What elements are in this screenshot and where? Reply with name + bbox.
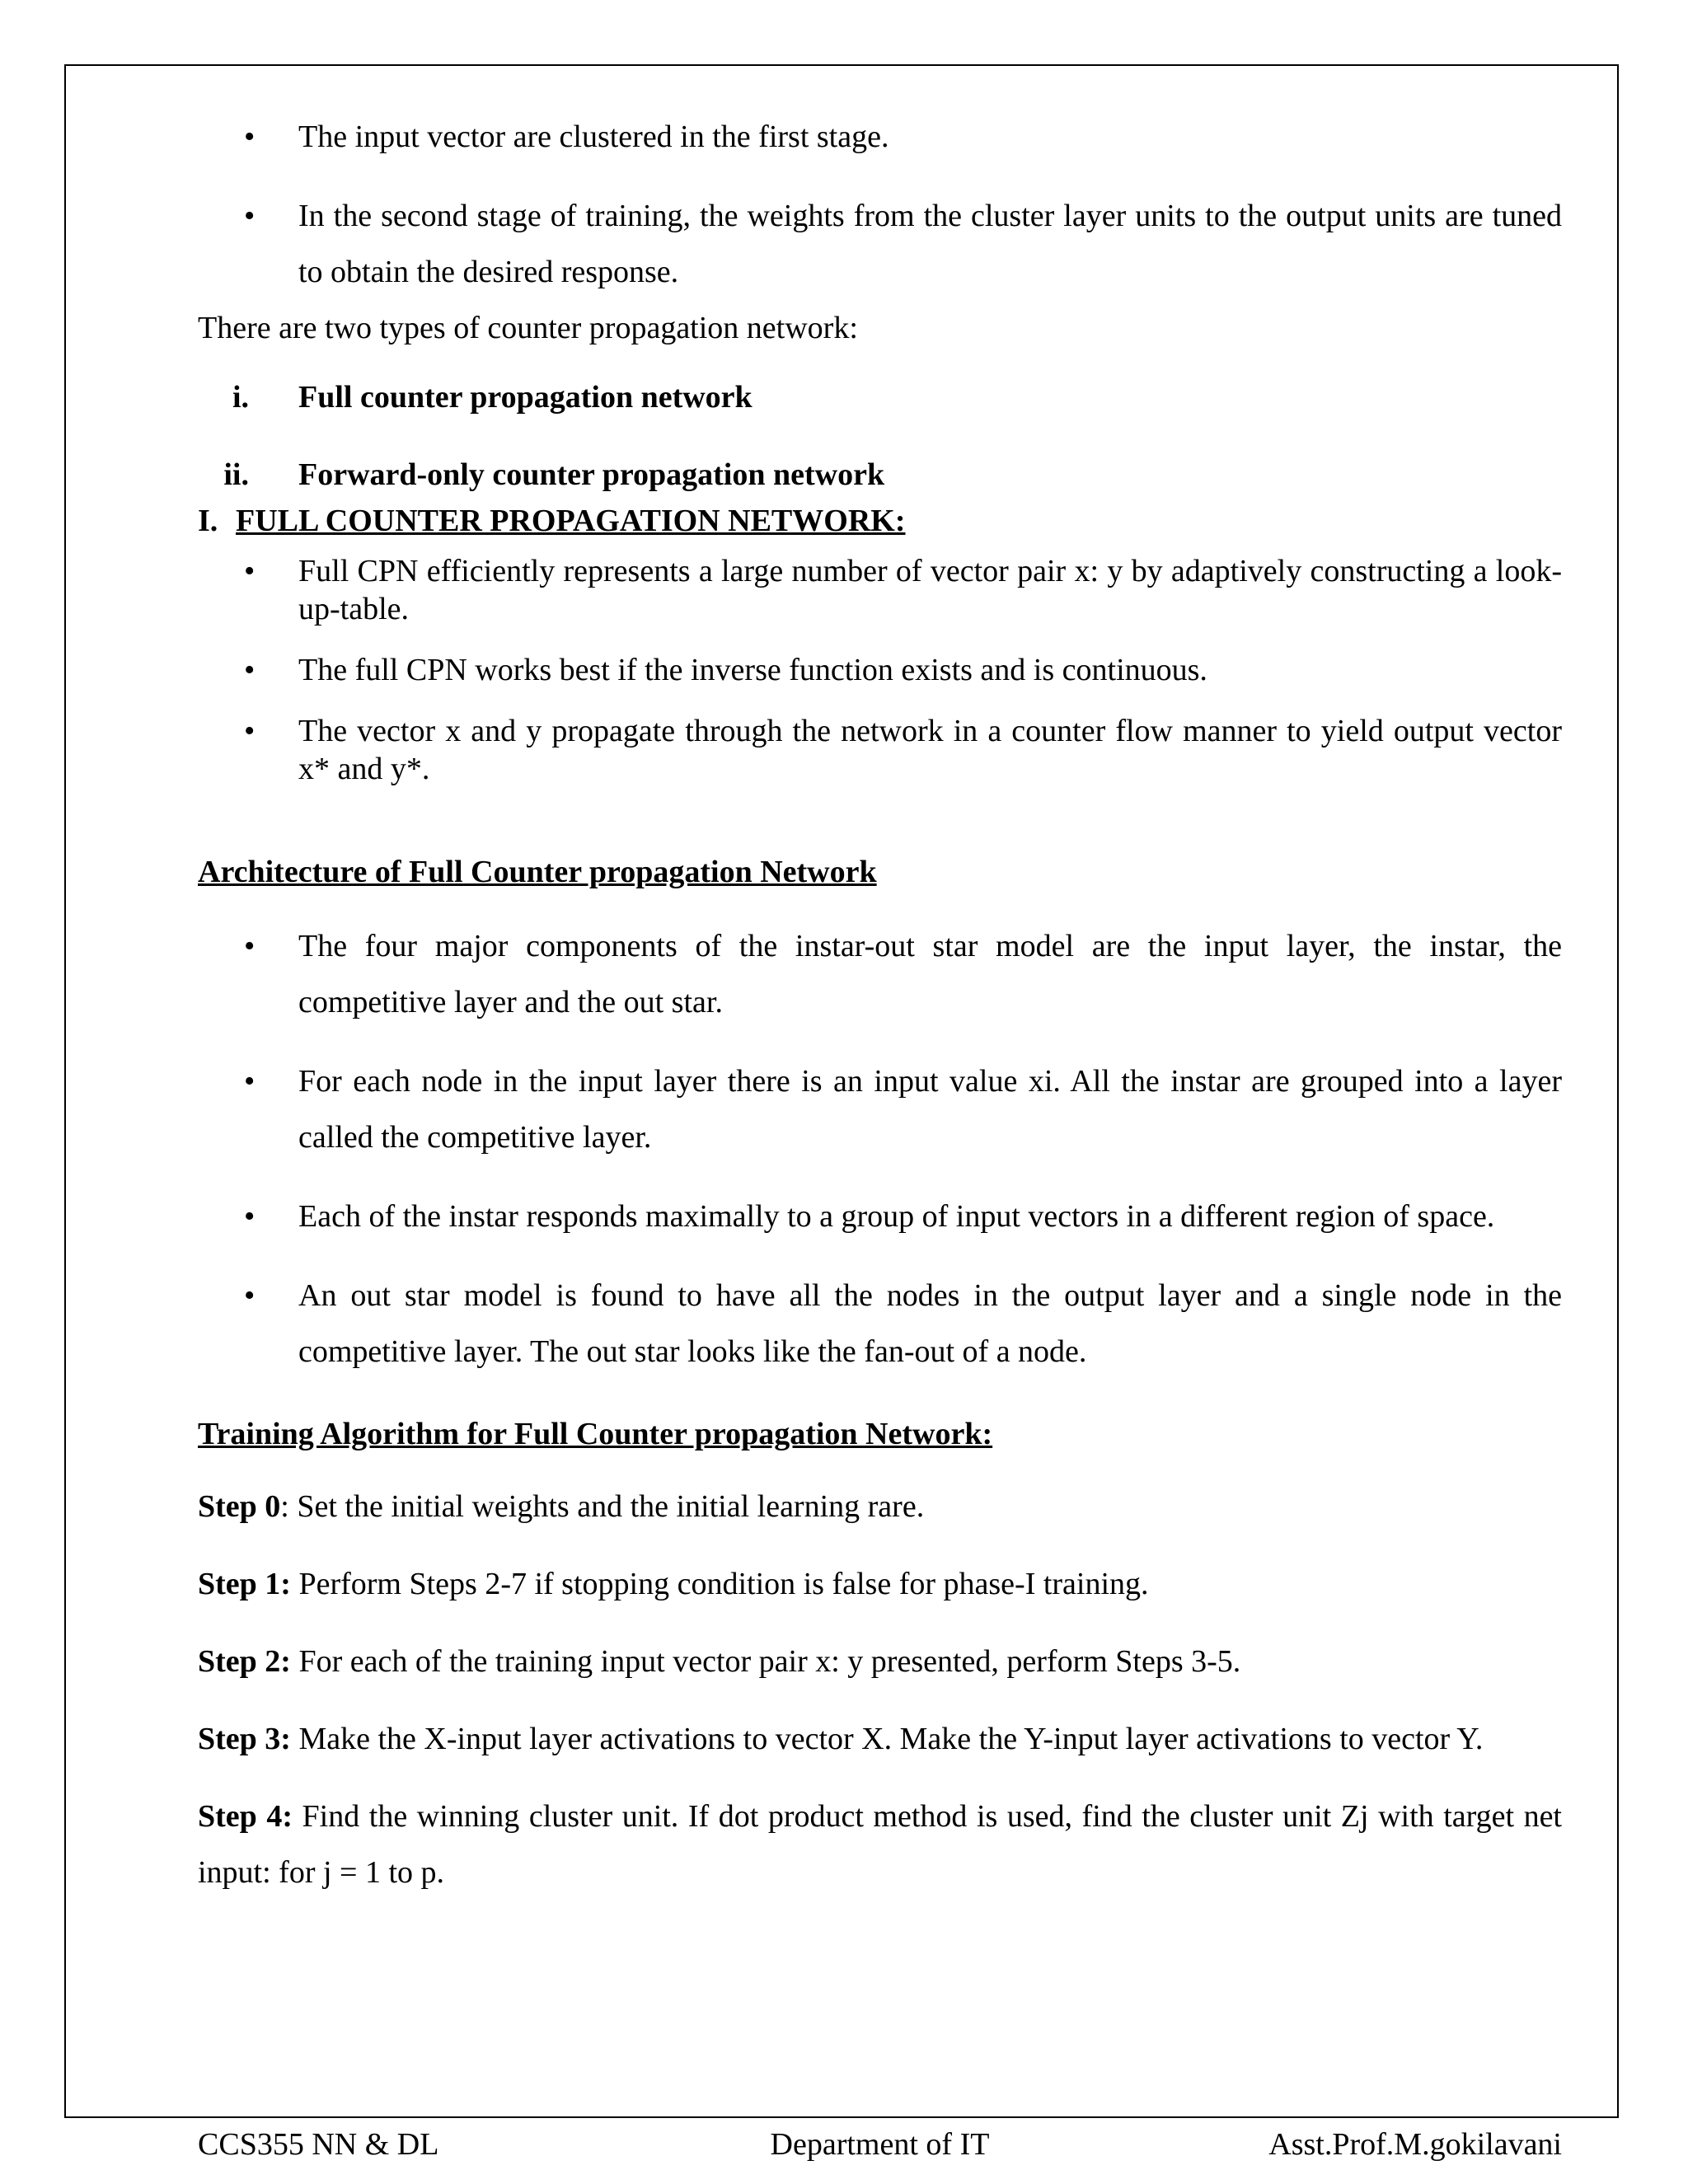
section-bullet-list [198, 552, 1562, 788]
bullet-icon: • [244, 1064, 256, 1099]
step-label: Step 1: [198, 1567, 291, 1601]
list-item [198, 651, 1562, 689]
list-item [198, 918, 1562, 1030]
bullet-text: The vector x and y propagate through the network in a counter flow manner to yield output vector x* and y*. [298, 714, 1562, 786]
list-item [198, 452, 1562, 498]
step-label: Step 2: [198, 1644, 291, 1679]
step-paragraph [198, 1556, 1562, 1612]
section-title: FULL COUNTER PROPAGATION NETWORK: [236, 504, 906, 538]
bullet-text: The input vector are clustered in the first stage. [298, 120, 889, 154]
bullet-icon: • [244, 120, 256, 154]
step-text: Find the winning cluster unit. If dot product method is used, find the cluster unit Zj with target net input: for j = 1 to p. [198, 1799, 1562, 1890]
bullet-text: Each of the instar responds maximally to a group of input vectors in a different region of space. [298, 1199, 1495, 1234]
type-label: Full counter propagation network [298, 380, 753, 415]
bullet-icon: • [244, 1199, 256, 1234]
list-item [198, 712, 1562, 788]
bullet-icon: • [244, 653, 256, 687]
bullet-text: The full CPN works best if the inverse function exists and is continuous. [298, 653, 1207, 687]
bullet-icon: • [244, 929, 256, 963]
step-text: : Set the initial weights and the initial learning rare. [280, 1489, 925, 1524]
architecture-bullet-list [198, 918, 1562, 1380]
bullet-text: Full CPN efficiently represents a large number of vector pair x: y by adaptively constructing a look-up-table. [298, 554, 1562, 626]
step-paragraph [198, 1711, 1562, 1767]
step-label: Step 0 [198, 1489, 281, 1524]
list-item [198, 109, 1562, 165]
types-list [198, 374, 1562, 498]
footer-course: CCS355 NN & DL [198, 2127, 439, 2162]
list-item [198, 1188, 1562, 1244]
bullet-text: The four major components of the instar-out star model are the input layer, the instar, the competitive layer and the out star. [298, 929, 1562, 1019]
footer-department: Department of IT [770, 2127, 990, 2162]
list-number: ii. [223, 457, 249, 492]
bullet-icon: • [244, 554, 256, 588]
footer-author: Asst.Prof.M.gokilavani [1268, 2127, 1562, 2162]
step-text: For each of the training input vector pair x: y presented, perform Steps 3-5. [290, 1644, 1241, 1679]
bullet-icon: • [244, 714, 256, 748]
section-heading [198, 498, 1562, 544]
bullet-text: For each node in the input layer there is an input value xi. All the instar are grouped into a layer called the competitive layer. [298, 1064, 1562, 1155]
list-item [198, 374, 1562, 420]
bullet-icon: • [244, 1278, 256, 1313]
section-number: I. [198, 504, 218, 538]
bullet-text: An out star model is found to have all the nodes in the output layer and a single node in the competitive layer. The out star looks like the fan-out of a node. [298, 1278, 1562, 1369]
step-text: Perform Steps 2-7 if stopping condition is false for phase-I training. [290, 1567, 1149, 1601]
bullet-icon: • [244, 199, 256, 233]
list-number: i. [232, 380, 249, 415]
bullet-text: In the second stage of training, the weights from the cluster layer units to the output units are tuned to obtain the desired response. [298, 199, 1562, 289]
step-label: Step 4: [198, 1799, 293, 1834]
step-label: Step 3: [198, 1722, 291, 1756]
architecture-heading: Architecture of Full Counter propagation Network [198, 855, 877, 889]
type-label: Forward-only counter propagation network [298, 457, 885, 492]
step-text: Make the X-input layer activations to vector X. Make the Y-input layer activations to vector Y. [290, 1722, 1484, 1756]
list-item [198, 1268, 1562, 1380]
document-body [198, 109, 1562, 1900]
intro-paragraph: There are two types of counter propagation network: [198, 311, 858, 345]
list-item [198, 188, 1562, 300]
step-paragraph [198, 1479, 1562, 1535]
step-paragraph [198, 1633, 1562, 1690]
intro-bullet-list [198, 109, 1562, 300]
list-item [198, 552, 1562, 628]
step-paragraph [198, 1788, 1562, 1900]
training-heading: Training Algorithm for Full Counter propagation Network: [198, 1417, 993, 1451]
list-item [198, 1053, 1562, 1165]
